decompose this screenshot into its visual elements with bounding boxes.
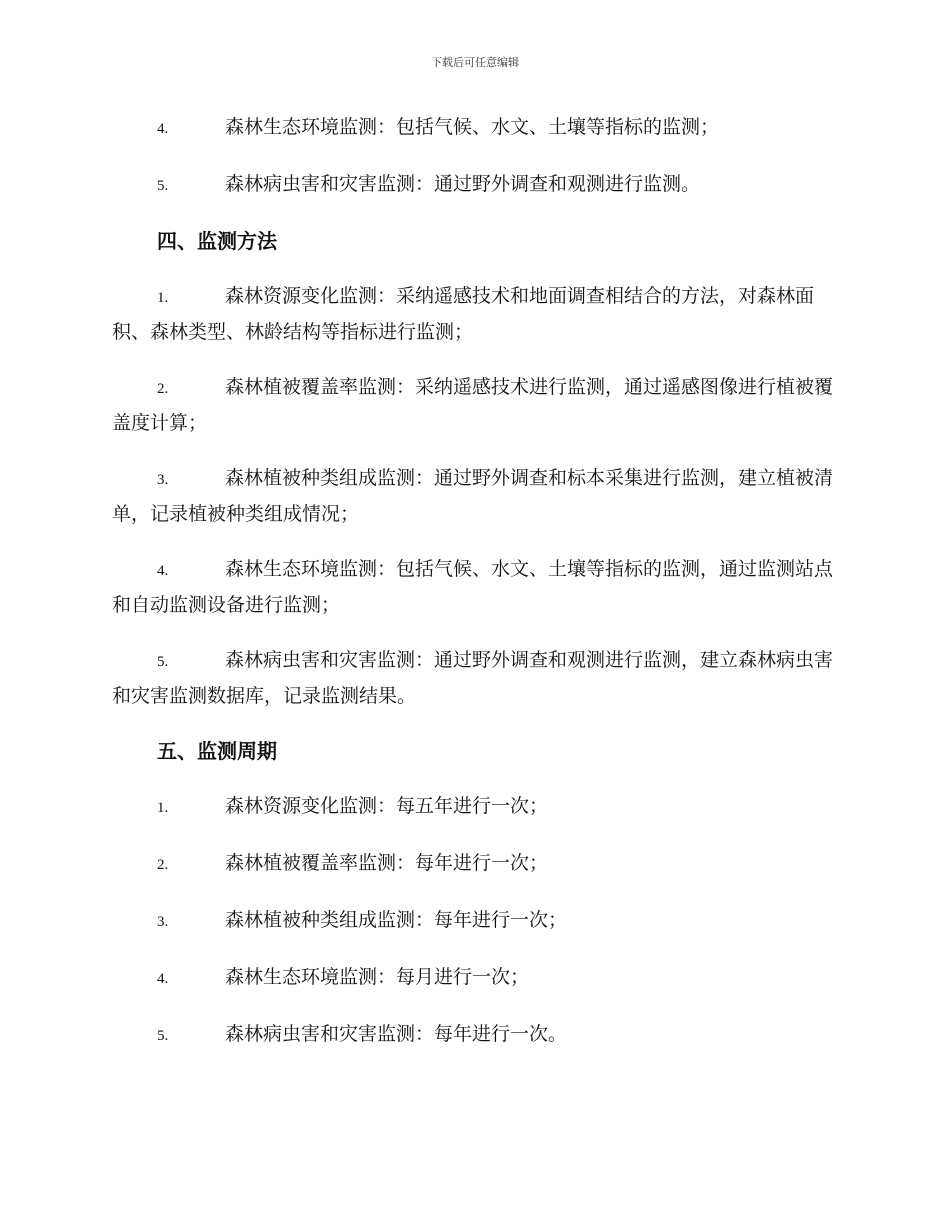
item-text: 森林资源变化监测：每五年进行一次； [225,795,549,817]
list-item [112,552,834,622]
item-text: 森林生态环境监测：每月进行一次； [225,966,530,988]
item-text: 森林生态环境监测：包括气候、水文、土壤等指标的监测，通过监测站点和自动监测设备进行监测； [112,558,834,616]
item-number: 4. [157,971,169,987]
item-number: 5. [157,178,169,194]
item-text: 森林资源变化监测：采纳遥感技术和地面调查相结合的方法，对森林面积、森林类型、林龄结构等指标进行监测； [112,285,815,343]
item-number: 4. [157,121,169,137]
item-text: 森林病虫害和灾害监测：通过野外调查和观测进行监测。 [225,173,701,195]
item-text: 森林植被种类组成监测：通过野外调查和标本采集进行监测，建立植被清单，记录植被种类组成情况； [112,467,834,525]
list-item [112,461,834,531]
item-number: 1. [157,290,169,306]
section-heading-methods: 四、监测方法 [157,229,277,253]
item-number: 3. [157,914,169,930]
list-item [112,370,834,440]
list-item [112,846,834,882]
item-text: 森林病虫害和灾害监测：每年进行一次。 [225,1023,568,1045]
list-item [112,960,834,996]
list-item [112,167,834,203]
list-item [112,1017,834,1053]
item-number: 2. [157,857,169,873]
item-number: 5. [157,1028,169,1044]
list-item [112,789,834,825]
page-header: 下载后可任意编辑 [431,56,519,69]
item-number: 4. [157,563,169,579]
item-number: 3. [157,472,169,488]
item-text: 森林生态环境监测：包括气候、水文、土壤等指标的监测； [225,116,720,138]
document-body [112,110,834,1074]
list-item [112,643,834,713]
list-item [112,903,834,939]
item-text: 森林植被种类组成监测：每年进行一次； [225,909,568,931]
list-item [112,110,834,146]
item-text: 森林植被覆盖率监测：采纳遥感技术进行监测，通过遥感图像进行植被覆盖度计算； [112,376,834,434]
item-number: 1. [157,800,169,816]
item-text: 森林植被覆盖率监测：每年进行一次； [225,852,549,874]
section-heading-period: 五、监测周期 [157,739,277,763]
item-number: 2. [157,381,169,397]
item-text: 森林病虫害和灾害监测：通过野外调查和观测进行监测，建立森林病虫害和灾害监测数据库，记录监测结果。 [112,649,834,707]
list-item [112,279,834,349]
item-number: 5. [157,654,169,670]
